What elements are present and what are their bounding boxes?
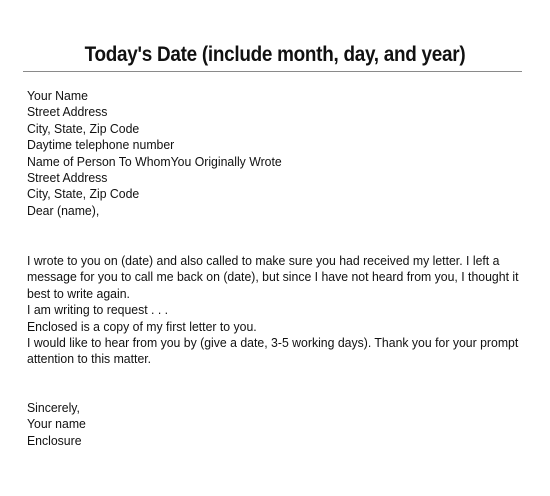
recipient-city-state-zip: City, State, Zip Code <box>27 186 140 202</box>
body-line: best to write again. <box>27 285 130 301</box>
address-block <box>27 88 282 219</box>
body-line: I am writing to request . . . <box>27 302 169 318</box>
sender-city-state-zip: City, State, Zip Code <box>27 120 140 136</box>
body-line: Enclosed is a copy of my first letter to you. <box>27 318 257 334</box>
valediction: Sincerely, <box>27 400 80 415</box>
sender-name: Your Name <box>27 88 88 103</box>
body-line: I would like to hear from you by (give a date, 3-5 working days). Thank you for your prompt <box>27 334 519 350</box>
title-divider <box>23 71 522 72</box>
enclosure-note: Enclosure <box>27 432 82 448</box>
page-title: Today's Date (include month, day, and year) <box>84 43 466 66</box>
recipient-name: Name of Person To WhomYou Originally Wrote <box>27 153 282 169</box>
recipient-street-address: Street Address <box>27 169 108 185</box>
body-line: message for you to call me back on (date), but since I have not heard from you, I thought it <box>27 269 519 285</box>
body-line: I wrote to you on (date) and also called to make sure you had received my letter. I left a <box>27 253 500 268</box>
closing-block <box>27 400 86 449</box>
sender-street-address: Street Address <box>27 104 108 120</box>
letter-body <box>27 253 519 368</box>
sender-phone: Daytime telephone number <box>27 137 175 153</box>
signature-name: Your name <box>27 416 86 432</box>
body-line: attention to this matter. <box>27 351 152 367</box>
salutation: Dear (name), <box>27 202 100 218</box>
